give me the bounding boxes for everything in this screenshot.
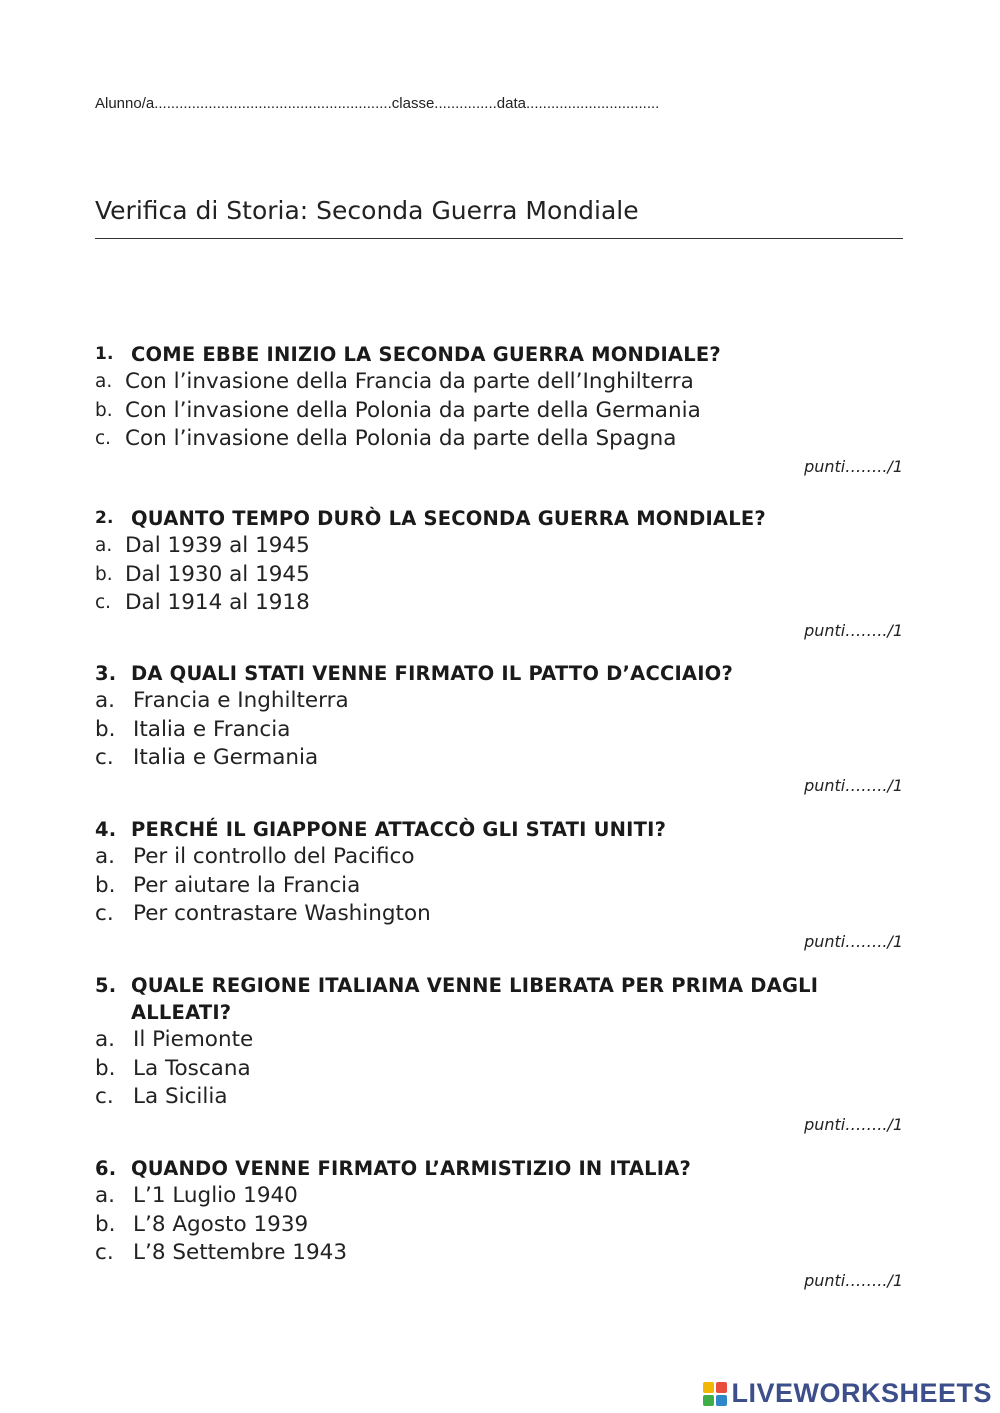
question-heading <box>95 972 903 1026</box>
option-letter: a. <box>95 535 113 556</box>
question-6 <box>95 1155 903 1292</box>
answer-option-c[interactable] <box>95 425 903 454</box>
score-field: punti……../1 <box>804 1270 903 1290</box>
answer-option-c[interactable] <box>95 900 903 929</box>
option-text: Italia e Germania <box>133 745 319 770</box>
answer-option-b[interactable] <box>95 561 903 590</box>
question-number: 6. <box>95 1157 117 1180</box>
student-info-line: Alunno/a.........................................................classe...............data................................ <box>95 95 660 112</box>
option-letter: a. <box>95 1183 116 1208</box>
option-text: L’1 Luglio 1940 <box>133 1183 298 1208</box>
question-5 <box>95 972 903 1136</box>
page-title: Verifica di Storia: Seconda Guerra Mondiale <box>95 196 639 225</box>
question-heading <box>95 816 903 843</box>
answer-option-a[interactable] <box>95 843 903 872</box>
option-letter: b. <box>95 716 116 742</box>
question-text: QUANDO VENNE FIRMATO L’ARMISTIZIO IN ITALIA? <box>131 1157 692 1180</box>
answer-option-b[interactable] <box>95 872 903 901</box>
answer-option-a[interactable] <box>95 1026 903 1055</box>
score-field: punti……../1 <box>804 1114 903 1134</box>
option-text: Dal 1914 al 1918 <box>125 590 310 615</box>
option-letter: b. <box>95 1055 116 1081</box>
answer-option-c[interactable] <box>95 1083 903 1112</box>
option-text: Francia e Inghilterra <box>133 688 349 713</box>
question-3 <box>95 660 903 797</box>
option-letter: c. <box>95 1240 114 1265</box>
option-letter: a. <box>95 688 116 713</box>
option-letter: a. <box>95 844 116 869</box>
option-text: L’8 Agosto 1939 <box>133 1211 309 1237</box>
option-text: Con l’invasione della Polonia da parte della Spagna <box>125 426 677 451</box>
option-letter: c. <box>95 745 114 770</box>
liveworksheets-logo-icon <box>703 1382 727 1406</box>
option-text: Per contrastare Washington <box>133 901 431 926</box>
answer-option-c[interactable] <box>95 744 903 773</box>
logo-tile-e <box>716 1395 727 1406</box>
question-1 <box>95 341 903 478</box>
answer-option-b[interactable] <box>95 716 903 745</box>
option-letter: b. <box>95 563 113 585</box>
question-text: QUANTO TEMPO DURÒ LA SECONDA GUERRA MONDIALE? <box>131 507 766 530</box>
question-number: 3. <box>95 662 117 685</box>
answer-option-b[interactable] <box>95 397 903 426</box>
question-heading <box>95 505 903 532</box>
option-letter: a. <box>95 371 113 392</box>
logo-tile-l <box>703 1382 714 1393</box>
option-letter: a. <box>95 1027 116 1052</box>
logo-tile-v <box>703 1395 714 1406</box>
answer-option-b[interactable] <box>95 1211 903 1240</box>
option-letter: c. <box>95 1084 114 1109</box>
liveworksheets-logo <box>703 1378 992 1409</box>
option-letter: b. <box>95 399 113 421</box>
logo-tile-i <box>716 1382 727 1393</box>
question-4 <box>95 816 903 953</box>
option-letter: b. <box>95 1211 116 1237</box>
option-letter: b. <box>95 872 116 898</box>
answer-option-a[interactable] <box>95 687 903 716</box>
question-heading <box>95 1155 903 1182</box>
question-2 <box>95 505 903 642</box>
answer-option-c[interactable] <box>95 589 903 618</box>
question-text: PERCHÉ IL GIAPPONE ATTACCÒ GLI STATI UNITI? <box>131 818 667 841</box>
option-text: Dal 1939 al 1945 <box>125 533 310 558</box>
answer-option-a[interactable] <box>95 532 903 561</box>
question-text: COME EBBE INIZIO LA SECONDA GUERRA MONDIALE? <box>131 343 721 366</box>
question-text: QUALE REGIONE ITALIANA VENNE LIBERATA PER PRIMA DAGLI ALLEATI? <box>131 974 819 1024</box>
question-heading <box>95 341 903 368</box>
question-number: 1. <box>95 344 114 364</box>
question-number: 5. <box>95 974 117 997</box>
question-text: DA QUALI STATI VENNE FIRMATO IL PATTO D’ACCIAIO? <box>131 662 733 685</box>
option-text: Italia e Francia <box>133 716 291 742</box>
question-number: 4. <box>95 818 117 841</box>
answer-option-c[interactable] <box>95 1239 903 1268</box>
score-field: punti……../1 <box>804 456 903 476</box>
answer-option-b[interactable] <box>95 1055 903 1084</box>
answer-option-a[interactable] <box>95 368 903 397</box>
option-letter: c. <box>95 428 112 449</box>
score-field: punti……../1 <box>804 775 903 795</box>
score-field: punti……../1 <box>804 620 903 640</box>
option-text: Il Piemonte <box>133 1027 254 1052</box>
option-text: Per il controllo del Pacifico <box>133 844 415 869</box>
option-text: Con l’invasione della Polonia da parte della Germania <box>125 397 701 423</box>
option-text: La Sicilia <box>133 1084 228 1109</box>
title-divider <box>95 238 903 239</box>
question-heading <box>95 660 903 687</box>
question-number: 2. <box>95 508 114 528</box>
option-text: L’8 Settembre 1943 <box>133 1240 348 1265</box>
option-text: Per aiutare la Francia <box>133 872 361 898</box>
option-text: La Toscana <box>133 1055 251 1081</box>
option-letter: c. <box>95 901 114 926</box>
option-text: Dal 1930 al 1945 <box>125 561 310 587</box>
answer-option-a[interactable] <box>95 1182 903 1211</box>
option-text: Con l’invasione della Francia da parte dell’Inghilterra <box>125 369 694 394</box>
option-letter: c. <box>95 592 112 613</box>
logo-text: LIVEWORKSHEETS <box>731 1378 992 1408</box>
score-field: punti……../1 <box>804 931 903 951</box>
